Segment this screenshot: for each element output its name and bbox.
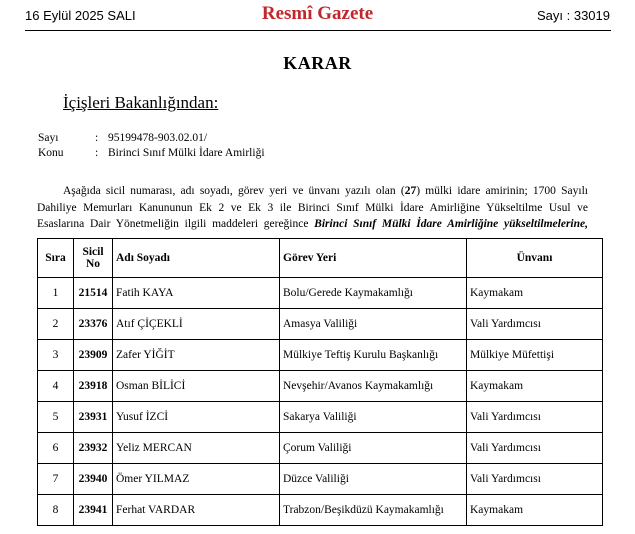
cell-ad: Atıf ÇİÇEKLİ	[113, 309, 280, 340]
col-unvan: Ünvanı	[467, 239, 603, 278]
cell-sira: 2	[38, 309, 74, 340]
page-title: KARAR	[283, 53, 352, 73]
cell-sicil: 23918	[74, 371, 113, 402]
col-ad: Adı Soyadı	[113, 239, 280, 278]
konu-label: Konu	[38, 147, 64, 159]
cell-sira: 8	[38, 495, 74, 526]
para-line-2: Dahiliye Memurları Kanununun Ek 2 ve Ek 3 ile Birinci Sınıf Mülki İdare Amirliğine Yükseltilme Usul ve	[37, 201, 588, 214]
cell-unvan: Kaymakam	[467, 278, 603, 309]
cell-ad: Fatih KAYA	[113, 278, 280, 309]
ministry-title: İçişleri Bakanlığından:	[63, 93, 219, 112]
cell-sira: 4	[38, 371, 74, 402]
cell-unvan: Vali Yardımcısı	[467, 402, 603, 433]
cell-gorev: Sakarya Valiliği	[280, 402, 467, 433]
cell-gorev: Amasya Valiliği	[280, 309, 467, 340]
sayi-value: 95199478-903.02.01/	[108, 132, 208, 144]
cell-sira: 7	[38, 464, 74, 495]
cell-unvan: Vali Yardımcısı	[467, 309, 603, 340]
cell-gorev: Nevşehir/Avanos Kaymakamlığı	[280, 371, 467, 402]
cell-unvan: Vali Yardımcısı	[467, 464, 603, 495]
issue-date: 16 Eylül 2025 SALI	[25, 8, 136, 23]
sayi-colon: :	[95, 132, 99, 144]
table-row	[38, 309, 603, 340]
table-header-row	[38, 239, 603, 278]
para-line-1: Aşağıda sicil numarası, adı soyadı, görev yeri ve ünvanı yazılı olan (27) mülki idare amirinin; 1700 Sayılı	[63, 185, 588, 197]
table-row	[38, 278, 603, 309]
table-row	[38, 371, 603, 402]
para-line-3: Esaslarına Dair Yönetmeliğin ilgili maddeleri gereğince Birinci Sınıf Mülki İdare Amirliğine yükseltilmelerine,	[37, 218, 588, 230]
cell-gorev: Trabzon/Beşikdüzü Kaymakamlığı	[280, 495, 467, 526]
cell-unvan: Kaymakam	[467, 495, 603, 526]
cell-gorev: Düzce Valiliği	[280, 464, 467, 495]
col-sira: Sıra	[38, 239, 74, 278]
cell-gorev: Çorum Valiliği	[280, 433, 467, 464]
promotion-phrase: Birinci Sınıf Mülki İdare Amirliğine yükseltilmelerine,	[314, 218, 588, 230]
cell-sira: 3	[38, 340, 74, 371]
cell-sicil: 23931	[74, 402, 113, 433]
sayi-line	[38, 132, 207, 144]
sayi-label: Sayı	[38, 132, 59, 144]
cell-sicil: 23940	[74, 464, 113, 495]
decision-paragraph	[37, 183, 588, 233]
header-divider	[25, 30, 611, 31]
cell-sicil: 23932	[74, 433, 113, 464]
konu-line	[38, 147, 265, 159]
cell-gorev: Mülkiye Teftiş Kurulu Başkanlığı	[280, 340, 467, 371]
cell-sira: 6	[38, 433, 74, 464]
cell-sicil: 23909	[74, 340, 113, 371]
cell-sicil: 21514	[74, 278, 113, 309]
gazette-title: Resmî Gazete	[261, 3, 374, 24]
konu-colon: :	[95, 147, 99, 159]
table-row	[38, 495, 603, 526]
cell-gorev: Bolu/Gerede Kaymakamlığı	[280, 278, 467, 309]
cell-ad: Ferhat VARDAR	[113, 495, 280, 526]
gazette-header	[0, 0, 635, 30]
konu-value: Birinci Sınıf Mülki İdare Amirliği	[108, 147, 265, 159]
cell-ad: Zafer YİĞİT	[113, 340, 280, 371]
cell-unvan: Vali Yardımcısı	[467, 433, 603, 464]
cell-sicil: 23941	[74, 495, 113, 526]
cell-unvan: Kaymakam	[467, 371, 603, 402]
table-row	[38, 402, 603, 433]
cell-sira: 5	[38, 402, 74, 433]
table-row	[38, 433, 603, 464]
cell-unvan: Mülkiye Müfettişi	[467, 340, 603, 371]
promotion-table	[37, 238, 603, 526]
officer-count: 27	[404, 185, 417, 197]
cell-ad: Yeliz MERCAN	[113, 433, 280, 464]
cell-sira: 1	[38, 278, 74, 309]
table-row	[38, 464, 603, 495]
cell-sicil: 23376	[74, 309, 113, 340]
cell-ad: Yusuf İZCİ	[113, 402, 280, 433]
issue-number: Sayı : 33019	[537, 8, 610, 23]
cell-ad: Ömer YILMAZ	[113, 464, 280, 495]
col-gorev: Görev Yeri	[280, 239, 467, 278]
col-sicil: Sicil No	[74, 239, 113, 278]
table-row	[38, 340, 603, 371]
cell-ad: Osman BİLİCİ	[113, 371, 280, 402]
